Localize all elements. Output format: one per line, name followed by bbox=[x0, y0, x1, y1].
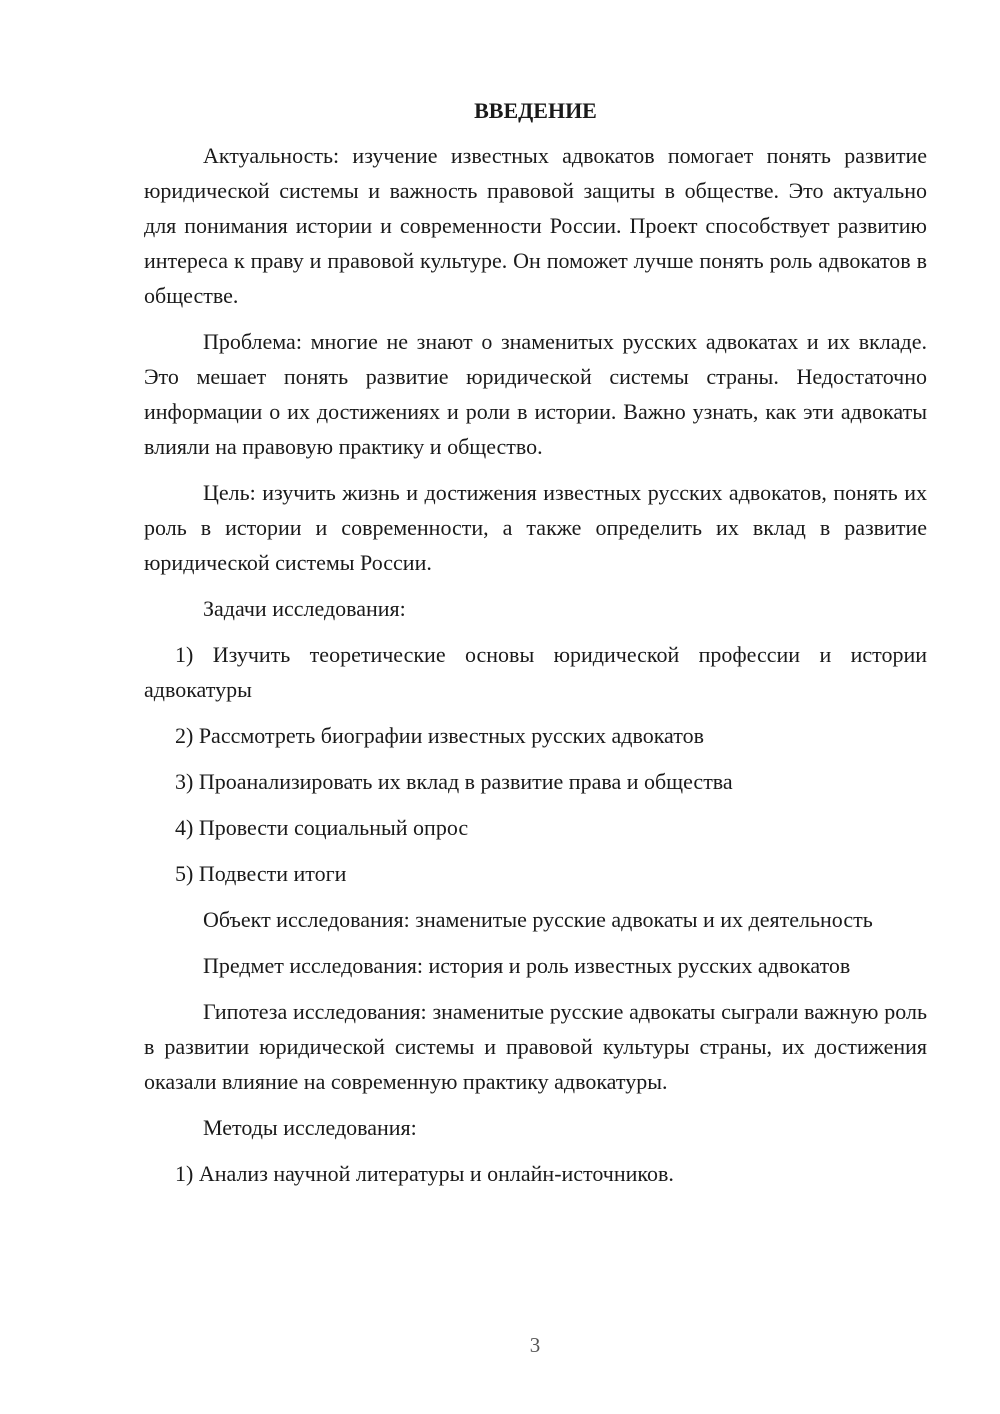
relevance-paragraph: Актуальность: изучение известных адвокатов помогает понять развитие юридической системы и важность правовой защиты в обществе. Это актуально для понимания истории и современности России. Проект способствует развитию интереса к праву и правовой культуре. Он поможет лучше понять роль адвокатов в обществе. bbox=[144, 143, 927, 308]
hypothesis-paragraph: Гипотеза исследования: знаменитые русские адвокаты сыграли важную роль в развитии юридической системы и правовой культуры страны, их достижения оказали влияние на современную практику адвокатуры. bbox=[144, 999, 927, 1094]
section-title: ВВЕДЕНИЕ bbox=[474, 98, 597, 123]
page-number: 3 bbox=[529, 1333, 541, 1357]
task-item-2: 2) Рассмотреть биографии известных русских адвокатов bbox=[175, 723, 704, 748]
task-item-4: 4) Провести социальный опрос bbox=[175, 815, 469, 840]
task-item-5: 5) Подвести итоги bbox=[175, 861, 347, 886]
tasks-heading: Задачи исследования: bbox=[203, 596, 406, 621]
subject-paragraph: Предмет исследования: история и роль известных русских адвокатов bbox=[203, 953, 851, 978]
methods-heading: Методы исследования: bbox=[203, 1115, 417, 1140]
task-item-1: 1) Изучить теоретические основы юридической профессии и истории адвокатуры bbox=[144, 642, 927, 702]
task-item-3: 3) Проанализировать их вклад в развитие права и общества bbox=[175, 769, 733, 794]
method-item-1: 1) Анализ научной литературы и онлайн-источников. bbox=[175, 1161, 674, 1186]
object-paragraph: Объект исследования: знаменитые русские адвокаты и их деятельность bbox=[203, 907, 873, 932]
page-content bbox=[144, 93, 927, 1191]
goal-paragraph: Цель: изучить жизнь и достижения известных русских адвокатов, понять их роль в истории и современности, а также определить их вклад в развитие юридической системы России. bbox=[144, 480, 927, 575]
problem-paragraph: Проблема: многие не знают о знаменитых русских адвокатах и их вкладе. Это мешает понять развитие юридической системы страны. Недостаточно информации о их достижениях и роли в истории. Важно узнать, как эти адвокаты влияли на правовую практику и общество. bbox=[144, 329, 927, 459]
